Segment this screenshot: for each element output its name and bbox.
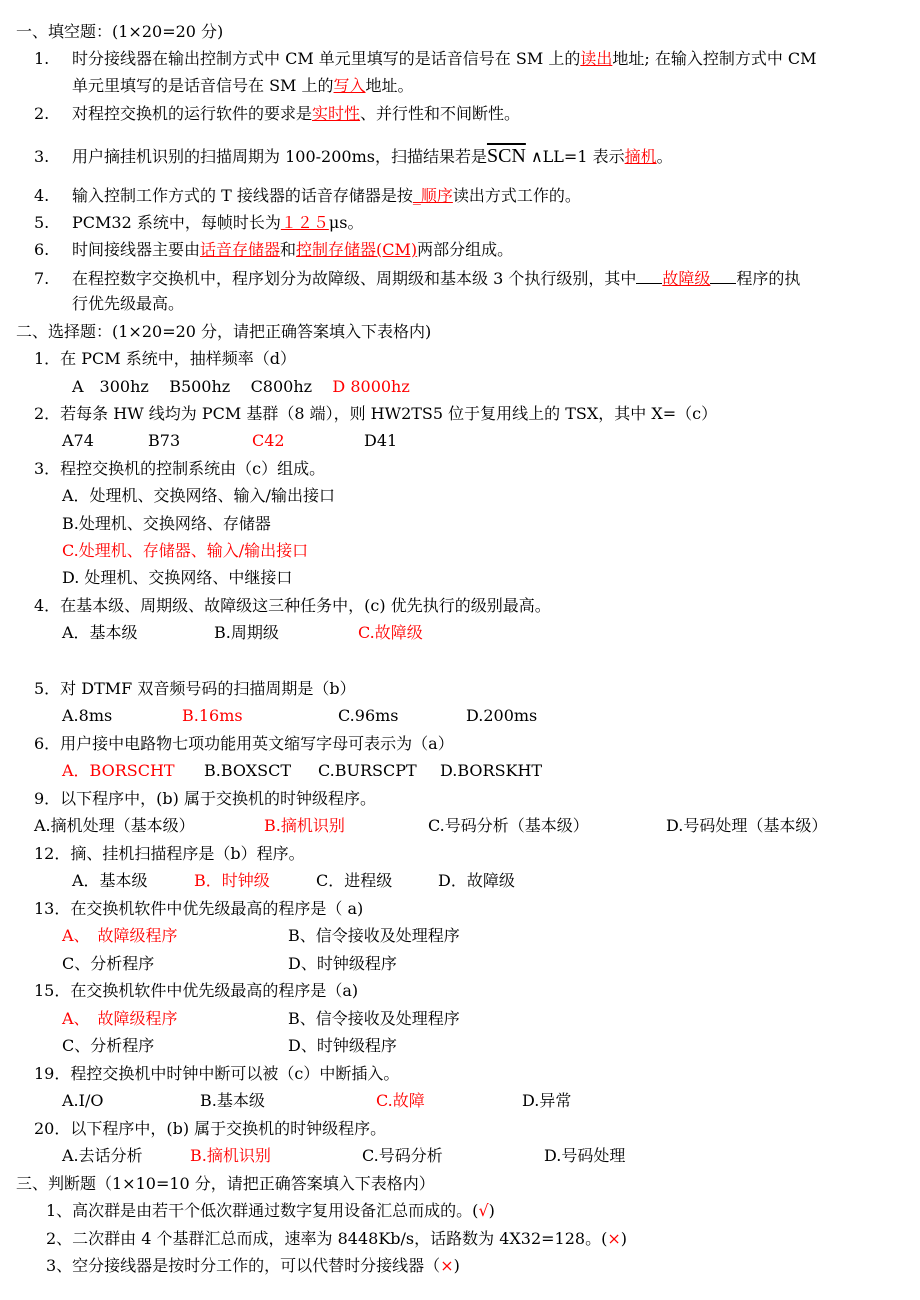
judgment-text: 2、二次群由 4 个基群汇总而成，速率为 8448Kb/s，话路数为 4X32=128。( — [46, 1229, 608, 1248]
option-correct: A．BORSCHT — [62, 761, 175, 780]
cross-mark-icon: × — [607, 1229, 621, 1248]
fill-question-6 — [34, 240, 513, 260]
option: C、分析程序 — [62, 1036, 155, 1055]
choice-options — [62, 431, 397, 451]
option-correct: C.故障级 — [358, 623, 423, 642]
option: A．基本级 — [72, 871, 148, 890]
question-text: 地址。 — [365, 76, 414, 95]
option: B、信令接收及处理程序 — [288, 1009, 460, 1028]
paren-close: ) — [488, 1201, 495, 1220]
paren-close: ) — [620, 1229, 627, 1248]
fill-question-1-cont — [72, 76, 414, 96]
question-text: 在程控数字交换机中，程序划分为故障级、周期级和基本级 3 个执行级别，其中 — [72, 269, 637, 288]
option-correct: B．时钟级 — [194, 871, 270, 890]
choice-question-stem: 4．在基本级、周期级、故障级这三种任务中，(c) 优先执行的级别最高。 — [34, 596, 551, 615]
answer: 实时性 — [312, 104, 361, 123]
blank-line — [710, 267, 736, 284]
option: D.BORSKHT — [440, 761, 543, 780]
check-mark-icon: √ — [478, 1201, 489, 1220]
answer: 故障级 — [662, 269, 711, 288]
option: D.号码处理 — [544, 1146, 626, 1165]
choice-options — [62, 1146, 625, 1166]
choice-options — [62, 1036, 397, 1056]
choice-options — [62, 706, 537, 726]
scn-symbol: $\overline{SCN}$ — [486, 145, 526, 167]
question-text: ∧LL=1 表示 — [525, 147, 625, 166]
fill-question-5 — [34, 213, 363, 233]
option: C、分析程序 — [62, 954, 155, 973]
question-number: 6. — [34, 240, 50, 259]
section3-title: 三、判断题（1×10=10 分，请把正确答案填入下表格内） — [16, 1174, 435, 1193]
option: C.号码分析 — [362, 1146, 443, 1165]
option: A 300hz — [72, 377, 149, 396]
question-number: 7. — [34, 269, 50, 288]
choice-options — [62, 761, 542, 781]
choice-question-stem: 12．摘、挂机扫描程序是（b）程序。 — [34, 844, 305, 863]
question-text: 用户摘挂机识别的扫描周期为 100-200ms，扫描结果若是 — [72, 147, 487, 166]
choice-question-stem: 2．若每条 HW 线均为 PCM 基群（8 端），则 HW2TS5 位于复用线上的 TSX，其中 X=（c） — [34, 404, 718, 423]
cross-mark-icon: × — [440, 1256, 454, 1275]
judgment-item — [46, 1201, 495, 1221]
option: D41 — [364, 431, 398, 450]
option: D.异常 — [522, 1091, 572, 1110]
fill-question-7 — [34, 267, 800, 289]
question-text: 地址; 在输入控制方式中 CM — [612, 49, 817, 68]
option: C．进程级 — [316, 871, 393, 890]
question-number: 5. — [34, 213, 50, 232]
choice-question-stem: 3．程控交换机的控制系统由（c）组成。 — [34, 459, 326, 478]
option: A．基本级 — [62, 623, 138, 642]
option: C.BURSCPT — [318, 761, 417, 780]
answer: 话音存储器 — [200, 240, 281, 259]
question-number: 4. — [34, 186, 50, 205]
choice-question-stem: 5．对 DTMF 双音频号码的扫描周期是（b） — [34, 679, 356, 698]
option-correct: A、 故障级程序 — [62, 926, 178, 945]
section1-title: 一、填空题：(1×20=20 分) — [16, 22, 224, 41]
option: B73 — [148, 431, 181, 450]
fill-question-1 — [34, 49, 817, 69]
answer: 控制存储器(CM) — [296, 240, 418, 259]
option: D、时钟级程序 — [288, 1036, 397, 1055]
option: B.周期级 — [214, 623, 279, 642]
choice-question-stem: 19．程控交换机中时钟中断可以被（c）中断插入。 — [34, 1064, 400, 1083]
answer: 读出 — [580, 49, 613, 68]
option-correct: A、 故障级程序 — [62, 1009, 178, 1028]
answer: １２５ — [280, 213, 329, 232]
choice-options — [62, 1009, 460, 1029]
answer: 摘机 — [624, 147, 657, 166]
question-text: 、并行性和不间断性。 — [360, 104, 521, 123]
choice-options — [62, 926, 460, 946]
question-text: 。 — [656, 147, 673, 166]
choice-options — [72, 377, 410, 397]
option-correct: C42 — [252, 431, 285, 450]
choice-question-stem: 20．以下程序中，(b) 属于交换机的时钟级程序。 — [34, 1119, 387, 1138]
option: D.号码处理（基本级） — [666, 816, 828, 835]
option: A.去话分析 — [62, 1146, 143, 1165]
option: B.处理机、交换网络、存储器 — [62, 514, 271, 533]
option: A74 — [62, 431, 94, 450]
question-text: μs。 — [328, 213, 364, 232]
option: A.8ms — [62, 706, 113, 725]
question-text: PCM32 系统中，每帧时长为 — [72, 213, 281, 232]
answer: _顺序 — [412, 186, 453, 205]
question-text: 单元里填写的是话音信号在 SM 上的 — [72, 76, 334, 95]
option: C.号码分析（基本级） — [428, 816, 589, 835]
judgment-item — [46, 1256, 460, 1276]
question-text: 程序的执 — [736, 269, 801, 288]
section2-title: 二、选择题：(1×20=20 分，请把正确答案填入下表格内) — [16, 322, 432, 341]
question-text: 时分接线器在输出控制方式中 CM 单元里填写的是话音信号在 SM 上的 — [72, 49, 581, 68]
option: D．故障级 — [438, 871, 515, 890]
option: B、信令接收及处理程序 — [288, 926, 460, 945]
option: D. 处理机、交换网络、中继接口 — [62, 568, 293, 587]
option-correct: D 8000hz — [332, 377, 410, 396]
option: B500hz — [169, 377, 231, 396]
option: A.摘机处理（基本级） — [34, 816, 195, 835]
option-correct: B.摘机识别 — [264, 816, 345, 835]
judgment-text: 3、空分接线器是按时分工作的，可以代替时分接线器（ — [46, 1256, 441, 1275]
fill-question-4 — [34, 186, 581, 206]
question-text: 读出方式工作的。 — [452, 186, 581, 205]
option-correct: C.处理机、存储器、输入/输出接口 — [62, 541, 309, 560]
option-correct: B.16ms — [182, 706, 243, 725]
question-number: 3. — [34, 147, 50, 166]
question-text: 对程控交换机的运行软件的要求是 — [72, 104, 313, 123]
option: C800hz — [250, 377, 313, 396]
choice-question-stem: 9．以下程序中，(b) 属于交换机的时钟级程序。 — [34, 789, 376, 808]
choice-question-stem: 6．用户接中电路物七项功能用英文缩写字母可表示为（a） — [34, 734, 454, 753]
question-text: 输入控制工作方式的 T 接线器的话音存储器是按 — [72, 186, 413, 205]
choice-options — [72, 871, 515, 891]
question-text: 时间接线器主要由 — [72, 240, 201, 259]
fill-question-3 — [34, 146, 673, 167]
option: D.200ms — [466, 706, 538, 725]
option: A．处理机、交换网络、输入/输出接口 — [62, 486, 335, 505]
question-text: 两部分组成。 — [417, 240, 514, 259]
choice-options — [62, 623, 423, 643]
option: D、时钟级程序 — [288, 954, 397, 973]
choice-question-stem: 1．在 PCM 系统中，抽样频率（d） — [34, 349, 296, 368]
choice-options — [34, 816, 827, 836]
choice-question-stem: 13．在交换机软件中优先级最高的程序是（ a) — [34, 899, 364, 918]
paren-close: ) — [453, 1256, 460, 1275]
question-number: 2. — [34, 104, 50, 123]
judgment-item — [46, 1229, 627, 1249]
fill-question-7-cont: 行优先级最高。 — [72, 294, 185, 313]
option-correct: B.摘机识别 — [190, 1146, 271, 1165]
option: A.I/O — [62, 1091, 104, 1110]
option: B.基本级 — [200, 1091, 265, 1110]
option-correct: C.故障 — [376, 1091, 425, 1110]
choice-question-stem: 15．在交换机软件中优先级最高的程序是（a) — [34, 981, 359, 1000]
fill-question-2 — [34, 104, 520, 124]
choice-options — [62, 954, 397, 974]
answer: 写入 — [333, 76, 366, 95]
option: B.BOXSCT — [204, 761, 291, 780]
question-number: 1. — [34, 49, 50, 68]
blank-line — [636, 267, 662, 284]
choice-options — [62, 1091, 571, 1111]
question-text: 和 — [280, 240, 297, 259]
judgment-text: 1、高次群是由若干个低次群通过数字复用设备汇总而成的。( — [46, 1201, 479, 1220]
option: C.96ms — [338, 706, 399, 725]
